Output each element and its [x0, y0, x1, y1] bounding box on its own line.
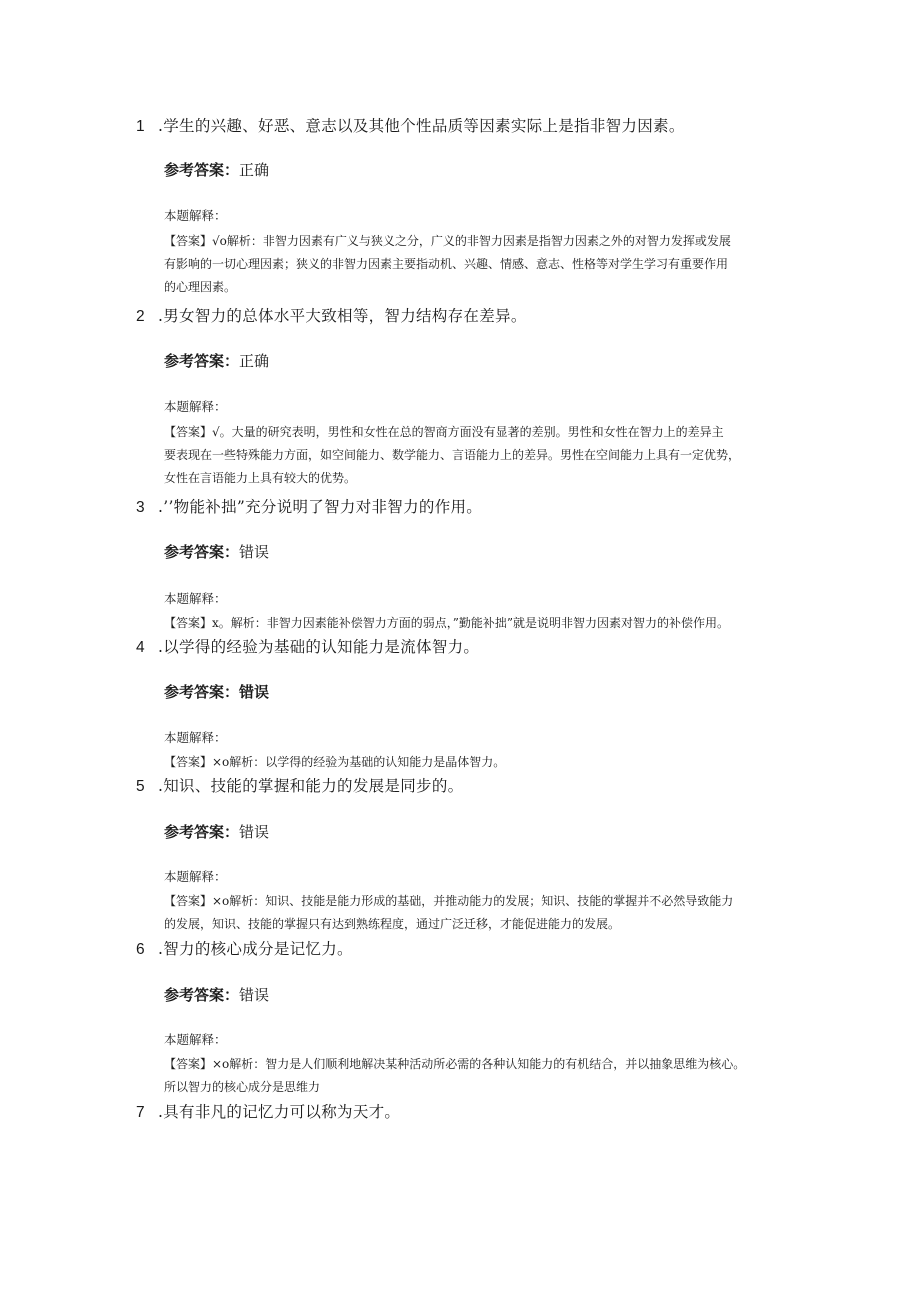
explanation-line: 的发展，知识、技能的掌握只有达到熟练程度，通过广泛迁移，才能促进能力的发展。 [164, 917, 621, 931]
question-2 [136, 306, 836, 327]
question-text: .知识、技能的掌握和能力的发展是同步的。 [158, 777, 464, 795]
answer-4 [164, 682, 269, 702]
question-7 [136, 1102, 836, 1123]
explanation-5 [164, 890, 784, 936]
answer-3 [164, 542, 269, 562]
explanation-line: 女性在言语能力上具有较大的优势。 [164, 471, 357, 485]
answer-label: 参考答案： [164, 543, 240, 561]
explanation-3 [164, 612, 784, 635]
question-number: 4 [136, 639, 145, 656]
explanation-line: 有影响的一切心理因素；狭义的非智力因素主要指动机、兴趣、情感、意志、性格等对学生学习有重要作用 [164, 257, 729, 271]
question-4 [136, 637, 836, 658]
question-6 [136, 939, 836, 960]
answer-6 [164, 985, 269, 1005]
explanation-line: 【答案】×o解析：以学得的经验为基础的认知能力是晶体智力。 [164, 755, 506, 769]
question-text: .男女智力的总体水平大致相等，智力结构存在差异。 [158, 307, 527, 325]
answer-label: 参考答案： [164, 823, 240, 841]
explanation-label-5: 本题解释： [164, 869, 227, 884]
explanation-4 [164, 751, 784, 774]
question-3 [136, 497, 836, 518]
explanation-label-2: 本题解释： [164, 399, 227, 414]
question-number: 2 [136, 308, 145, 325]
answer-label: 参考答案： [164, 683, 240, 701]
answer-label: 参考答案： [164, 161, 240, 179]
answer-value: 错误 [239, 683, 270, 701]
explanation-label-4: 本题解释： [164, 730, 227, 745]
answer-value: 错误 [239, 823, 270, 841]
explanation-2 [164, 421, 784, 490]
explanation-1 [164, 230, 784, 299]
question-number: 1 [136, 118, 145, 135]
explanation-line: 【答案】x。解析：非智力因素能补偿智力方面的弱点，”勤能补拙”就是说明非智力因素对智力的补偿作用。 [164, 616, 730, 630]
answer-value: 正确 [239, 352, 270, 370]
answer-label: 参考答案： [164, 352, 240, 370]
explanation-line: 所以智力的核心成分是思维力 [164, 1080, 321, 1094]
explanation-line: 【答案】×o解析：知识、技能是能力形成的基础，并推动能力的发展；知识、技能的掌握并不必然导致能力 [164, 894, 734, 908]
question-text: .学生的兴趣、好恶、意志以及其他个性品质等因素实际上是指非智力因素。 [158, 117, 685, 135]
answer-5 [164, 822, 269, 842]
explanation-line: 【答案】√。大量的研究表明，男性和女性在总的智商方面没有显著的差别。男性和女性在智力上的差异主 [164, 425, 724, 439]
explanation-label-1: 本题解释： [164, 208, 227, 223]
question-number: 3 [136, 499, 145, 516]
answer-label: 参考答案： [164, 986, 240, 1004]
explanation-line: 【答案】×o解析：智力是人们顺利地解决某种活动所必需的各种认知能力的有机结合，并以抽象思维为核心。 [164, 1057, 746, 1071]
question-text: .智力的核心成分是记忆力。 [158, 940, 353, 958]
answer-value: 错误 [239, 543, 270, 561]
explanation-line: 【答案】√o解析：非智力因素有广义与狭义之分，广义的非智力因素是指智力因素之外的对智力发挥或发展 [164, 234, 731, 248]
question-text: .以学得的经验为基础的认知能力是流体智力。 [158, 638, 480, 656]
answer-value: 正确 [239, 161, 270, 179]
explanation-line: 的心理因素。 [164, 280, 237, 294]
answer-2 [164, 351, 269, 371]
explanation-line: 要表现在一些特殊能力方面，如空间能力、数学能力、言语能力上的差异。男性在空间能力上具有一定优势， [164, 448, 741, 462]
question-5 [136, 776, 836, 797]
answer-value: 错误 [239, 986, 270, 1004]
answer-1 [164, 160, 269, 180]
question-number: 5 [136, 778, 145, 795]
question-text: .具有非凡的记忆力可以称为天才。 [158, 1103, 401, 1121]
explanation-label-3: 本题解释： [164, 591, 227, 606]
question-1 [136, 116, 836, 137]
explanation-label-6: 本题解释： [164, 1032, 227, 1047]
question-number: 6 [136, 941, 145, 958]
question-number: 7 [136, 1104, 145, 1121]
question-text: .’’物能补拙”充分说明了智力对非智力的作用。 [158, 498, 483, 516]
explanation-6 [164, 1053, 784, 1099]
